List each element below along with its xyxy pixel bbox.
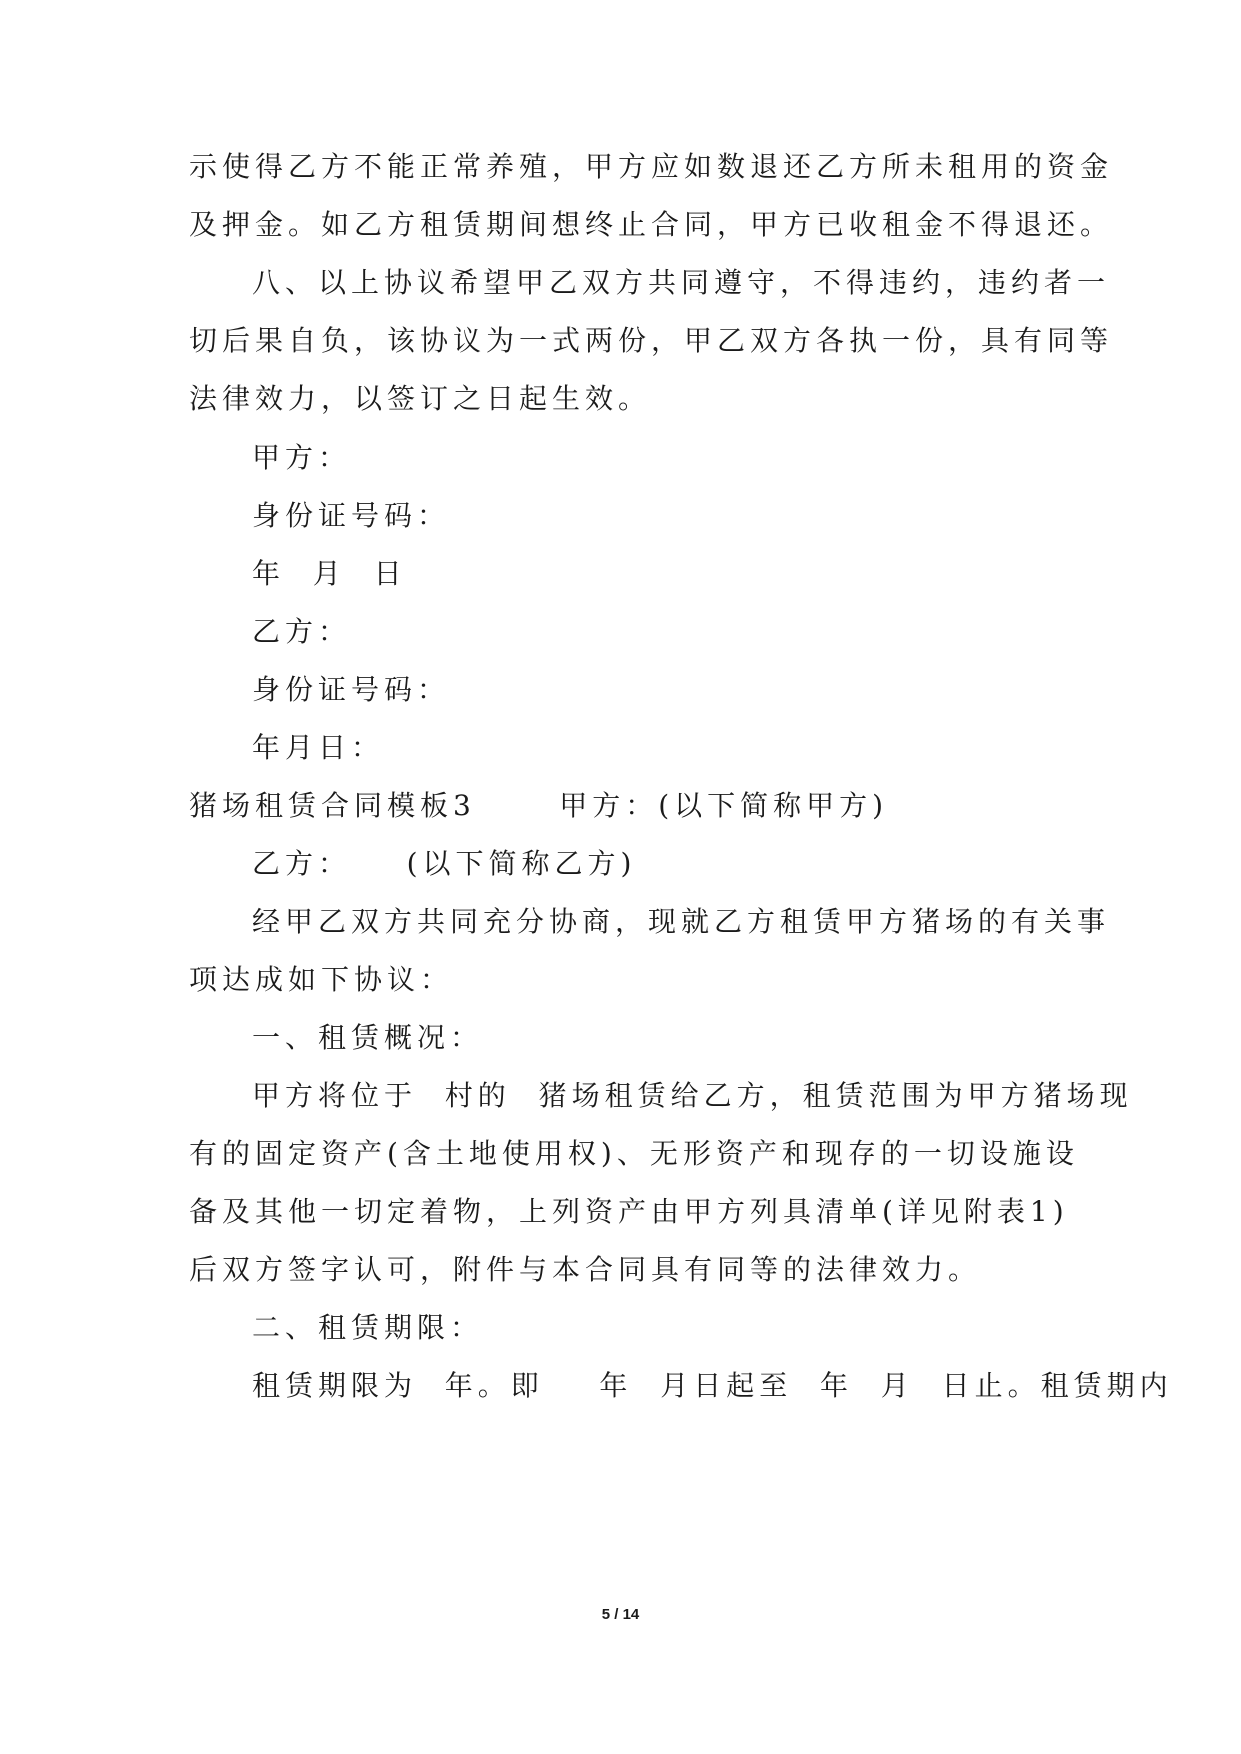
text-line: 身份证号码： <box>252 673 451 706</box>
text-line: 二、租赁期限： <box>252 1311 484 1344</box>
section-heading: 猪场租赁合同模板3 甲方：(以下简称甲方) <box>189 789 889 822</box>
text-line: 备及其他一切定着物，上列资产由甲方列具清单(详见附表1) <box>189 1195 1069 1228</box>
text-line: 切后果自负，该协议为一式两份，甲乙双方各执一份，具有同等 <box>189 324 1114 357</box>
text-line: 年月日： <box>252 731 385 764</box>
text-line: 八、以上协议希望甲乙双方共同遵守，不得违约，违约者一 <box>252 266 1111 299</box>
text-line: 乙方： <box>252 615 352 648</box>
text-line: 甲方： <box>252 441 352 474</box>
text-line: 年 月 日 <box>252 557 407 590</box>
page-number: 5 / 14 <box>601 1606 640 1623</box>
text-line: 及押金。如乙方租赁期间想终止合同，甲方已收租金不得退还。 <box>189 208 1114 241</box>
text-line: 乙方： (以下简称乙方) <box>252 847 637 880</box>
text-line: 示使得乙方不能正常养殖，甲方应如数退还乙方所未租用的资金 <box>189 150 1114 183</box>
text-line: 项达成如下协议： <box>189 963 454 996</box>
text-line: 有的固定资产(含土地使用权)、无形资产和现存的一切设施设 <box>189 1137 1079 1170</box>
text-line: 一、租赁概况： <box>252 1021 484 1054</box>
text-line: 经甲乙双方共同充分协商，现就乙方租赁甲方猪场的有关事 <box>252 905 1111 938</box>
text-line: 身份证号码： <box>252 499 451 532</box>
text-line: 法律效力，以签订之日起生效。 <box>189 382 652 415</box>
text-line: 甲方将位于 村的 猪场租赁给乙方，租赁范围为甲方猪场现 <box>252 1079 1133 1112</box>
text-line: 后双方签字认可，附件与本合同具有同等的法律效力。 <box>189 1253 982 1286</box>
text-line: 租赁期限为 年。即 年 月日起至 年 月 日止。租赁期内 <box>252 1369 1173 1402</box>
